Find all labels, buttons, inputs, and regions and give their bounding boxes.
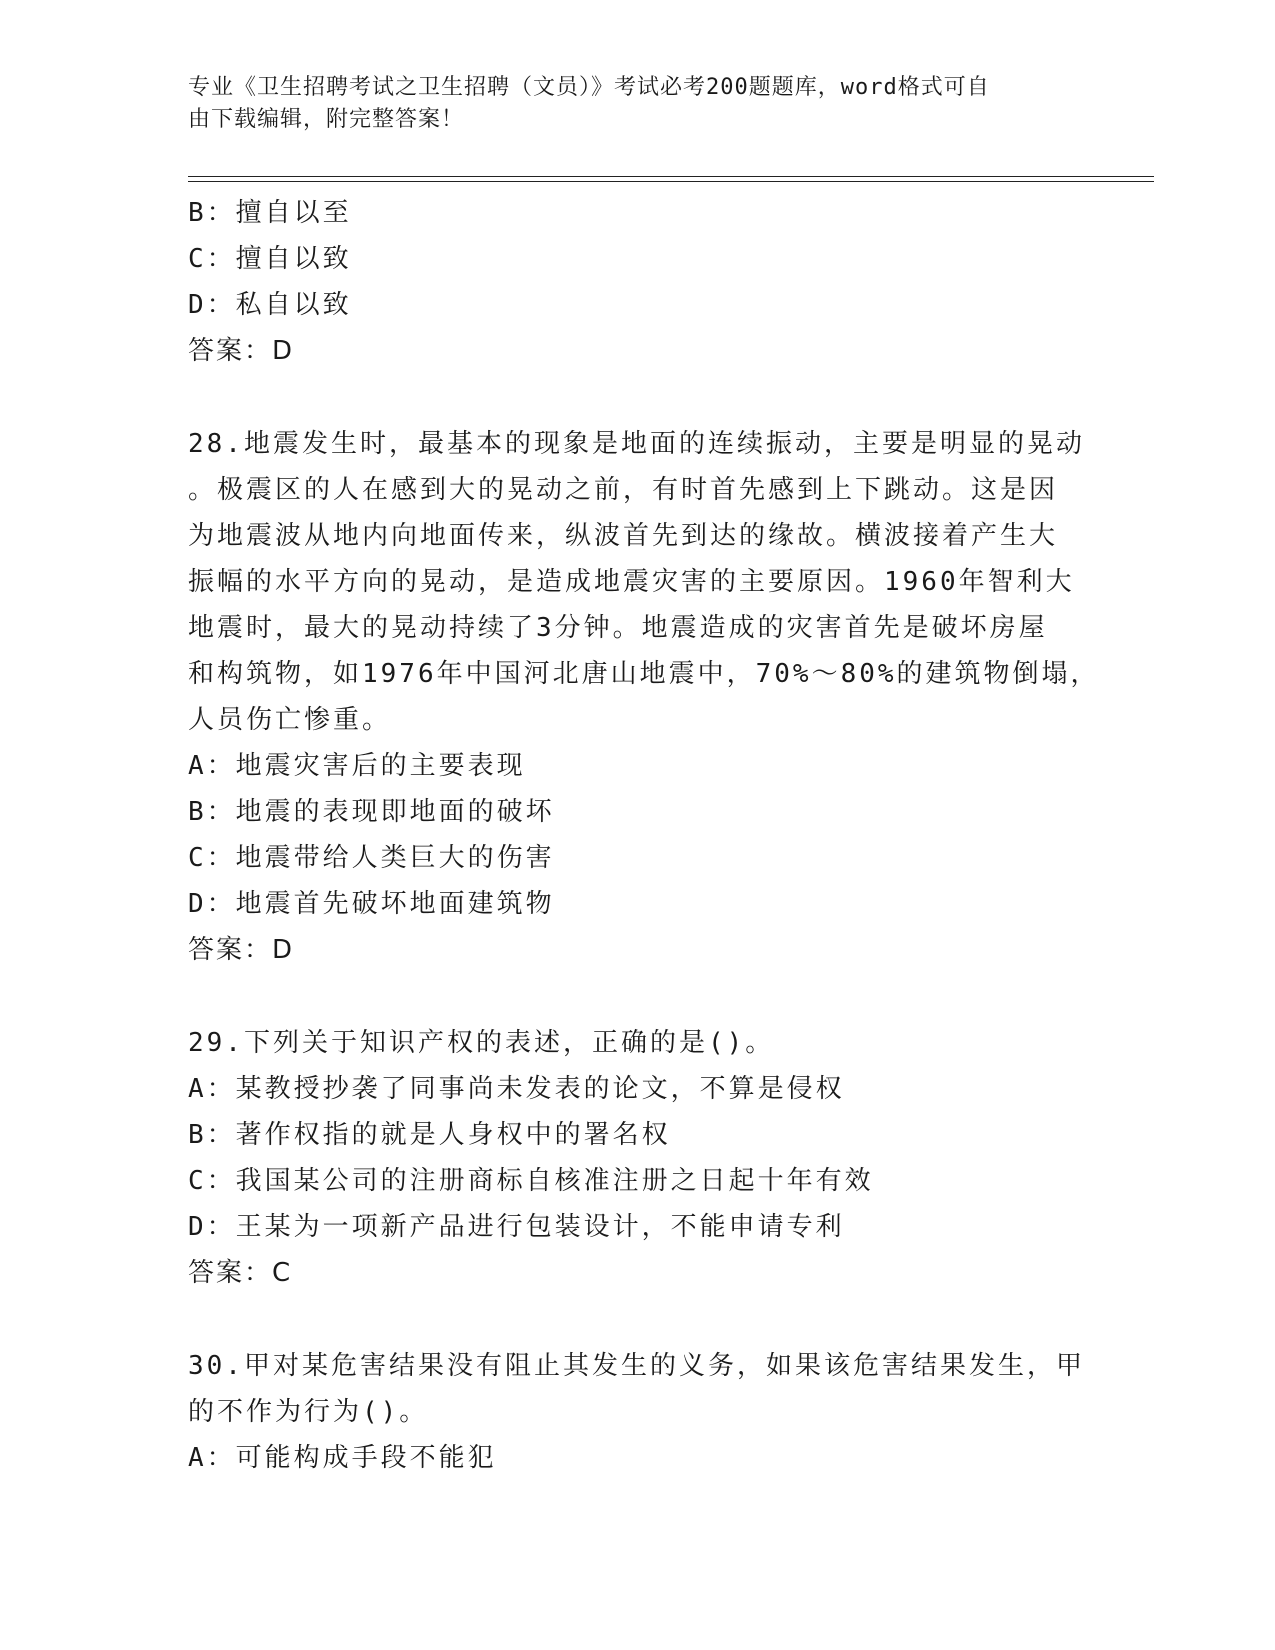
header-line-1: 专业《卫生招聘考试之卫生招聘（文员）》考试必考200题题库，word格式可自 — [188, 75, 990, 100]
option-d: D：王某为一项新产品进行包装设计，不能申请专利 — [188, 1212, 845, 1242]
answer-line: 答案：D — [188, 336, 295, 366]
document-header — [188, 72, 1088, 136]
option-a: A：可能构成手段不能犯 — [188, 1443, 497, 1473]
question-29 — [188, 1020, 1078, 1296]
option-b: B：地震的表现即地面的破坏 — [188, 797, 555, 827]
question-stem-line: 和构筑物，如1976年中国河北唐山地震中，70%～80%的建筑物倒塌， — [188, 659, 1100, 689]
question-stem-line: 振幅的水平方向的晃动，是造成地震灾害的主要原因。1960年智利大 — [188, 567, 1075, 597]
answer-line: 答案：D — [188, 935, 295, 965]
option-d: D：地震首先破坏地面建筑物 — [188, 889, 555, 919]
question-stem: 29.下列关于知识产权的表述，正确的是()。 — [188, 1028, 775, 1058]
question-28 — [188, 421, 1100, 973]
option-b: B：擅自以至 — [188, 198, 352, 228]
question-stem-line: 地震时，最大的晃动持续了3分钟。地震造成的灾害首先是破坏房屋 — [188, 613, 1048, 643]
question-stem-line: 28.地震发生时，最基本的现象是地面的连续振动，主要是明显的晃动 — [188, 429, 1085, 459]
answer-line: 答案：C — [188, 1258, 293, 1288]
header-divider-bottom — [188, 181, 1154, 182]
option-a: A：地震灾害后的主要表现 — [188, 751, 526, 781]
header-divider-top — [188, 176, 1154, 177]
spacer — [188, 1296, 1078, 1343]
option-c: C：我国某公司的注册商标自核准注册之日起十年有效 — [188, 1166, 874, 1196]
spacer — [188, 973, 1078, 1020]
question-stem-line: 30.甲对某危害结果没有阻止其发生的义务，如果该危害结果发生，甲 — [188, 1351, 1085, 1381]
question-30 — [188, 1343, 1085, 1481]
question-stem-line: 人员伤亡惨重。 — [188, 705, 392, 735]
question-stem-line: 。极震区的人在感到大的晃动之前，有时首先感到上下跳动。这是因 — [188, 475, 1059, 505]
header-line-2: 由下载编辑，附完整答案！ — [188, 107, 465, 132]
option-c: C：擅自以致 — [188, 244, 352, 274]
option-c: C：地震带给人类巨大的伤害 — [188, 843, 555, 873]
question-27 — [188, 190, 1078, 374]
document-body — [188, 190, 1100, 1481]
option-d: D：私自以致 — [188, 290, 352, 320]
question-stem-line: 为地震波从地内向地面传来，纵波首先到达的缘故。横波接着产生大 — [188, 521, 1059, 551]
spacer — [188, 374, 1078, 421]
question-stem-line: 的不作为行为()。 — [188, 1397, 429, 1427]
option-b: B：著作权指的就是人身权中的署名权 — [188, 1120, 671, 1150]
option-a: A：某教授抄袭了同事尚未发表的论文，不算是侵权 — [188, 1074, 845, 1104]
